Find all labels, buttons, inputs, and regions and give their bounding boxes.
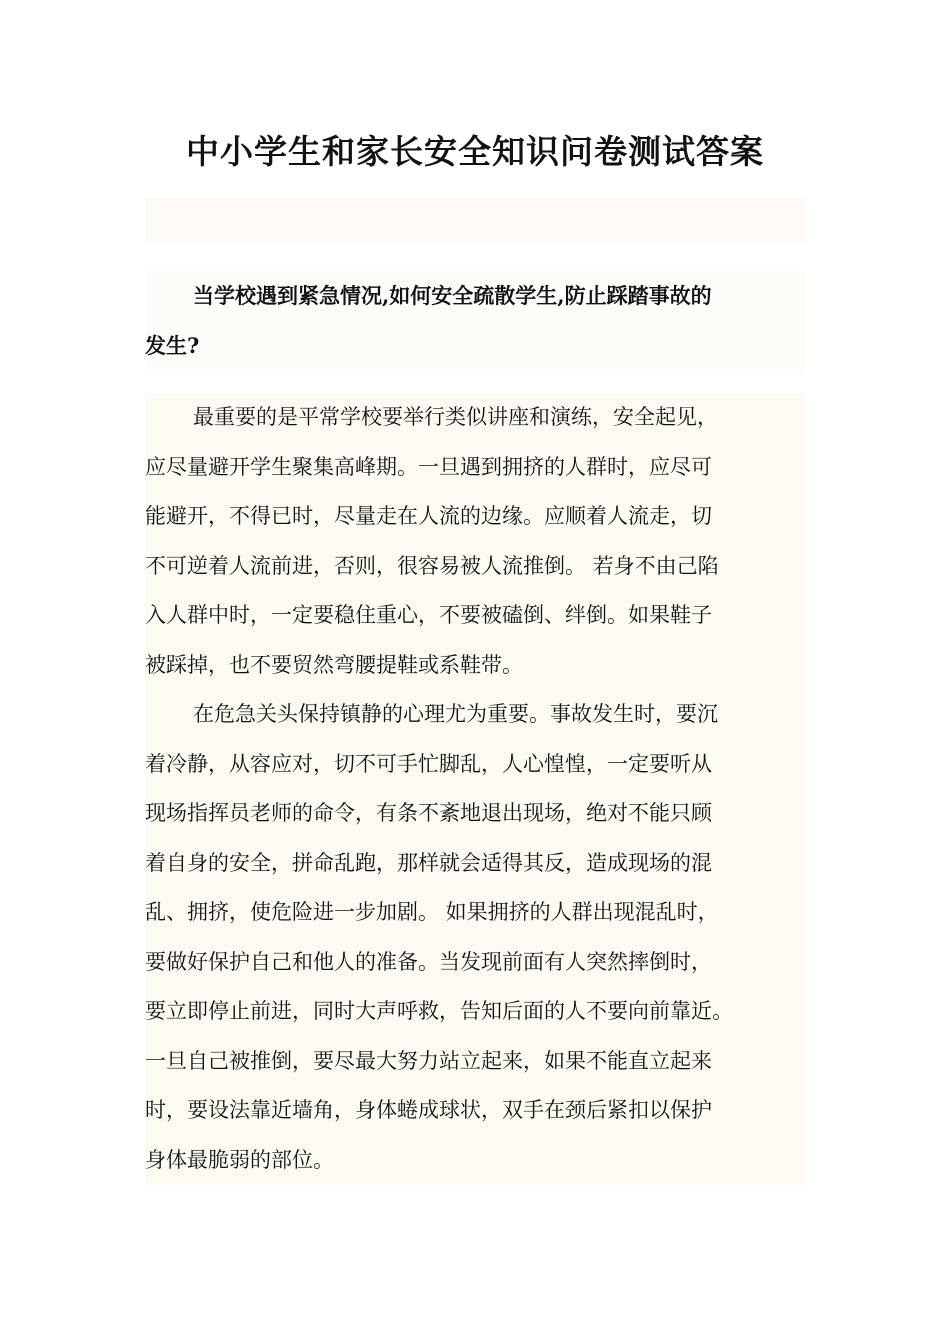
- document-title: 中小学生和家长安全知识问卷测试答案: [186, 132, 764, 171]
- answer-line: 最重要的是平常学校要举行类似讲座和演练，安全起见，: [193, 405, 718, 429]
- answer-line: 应尽量避开学生聚集高峰期。一旦遇到拥挤的人群时，应尽可: [145, 454, 712, 479]
- answer-paragraph: [145, 393, 805, 1185]
- answer-line: 能避开，不得已时，尽量走在人流的边缘。应顺着人流走，切: [145, 504, 712, 528]
- answer-line: 乱、拥挤，使危险进一步加剧。 如果拥挤的人群出现混乱时，: [145, 900, 719, 924]
- question-line: 当学校遇到紧急情况,如何安全疏散学生,防止踩踏事故的: [193, 283, 712, 308]
- answer-line: 着冷静，从容应对，切不可手忙脚乱，人心惶惶，一定要听从: [145, 751, 712, 776]
- answer-line: 在危急关头保持镇静的心理尤为重要。事故发生时，要沉: [193, 702, 718, 726]
- answer-line: 入人群中时，一定要稳住重心，不要被磕倒、绊倒。如果鞋子: [145, 603, 712, 627]
- answer-line: 要做好保护自己和他人的准备。当发现前面有人突然摔倒时，: [145, 949, 712, 974]
- answer-line: 不可逆着人流前进，否则，很容易被人流推倒。 若身不由己陷: [145, 553, 719, 578]
- answer-line: 一旦自己被推倒，要尽最大努力站立起来，如果不能直立起来: [145, 1048, 712, 1073]
- question-paragraph: [145, 271, 805, 371]
- answer-line: 时，要设法靠近墙角，身体蜷成球状，双手在颈后紧扣以保护: [145, 1098, 712, 1122]
- answer-line: 被踩掉，也不要贸然弯腰提鞋或系鞋带。: [145, 652, 523, 677]
- answer-line: 要立即停止前进，同时大声呼救，告知后面的人不要向前靠近。: [145, 999, 733, 1023]
- answer-line: 现场指挥员老师的命令，有条不紊地退出现场，绝对不能只顾: [145, 801, 712, 825]
- question-line: 发生?: [145, 333, 200, 358]
- answer-line: 身体最脆弱的部位。: [145, 1147, 334, 1172]
- answer-line: 着自身的安全，拼命乱跑，那样就会适得其反，造成现场的混: [145, 850, 712, 875]
- blank-band: [145, 198, 805, 244]
